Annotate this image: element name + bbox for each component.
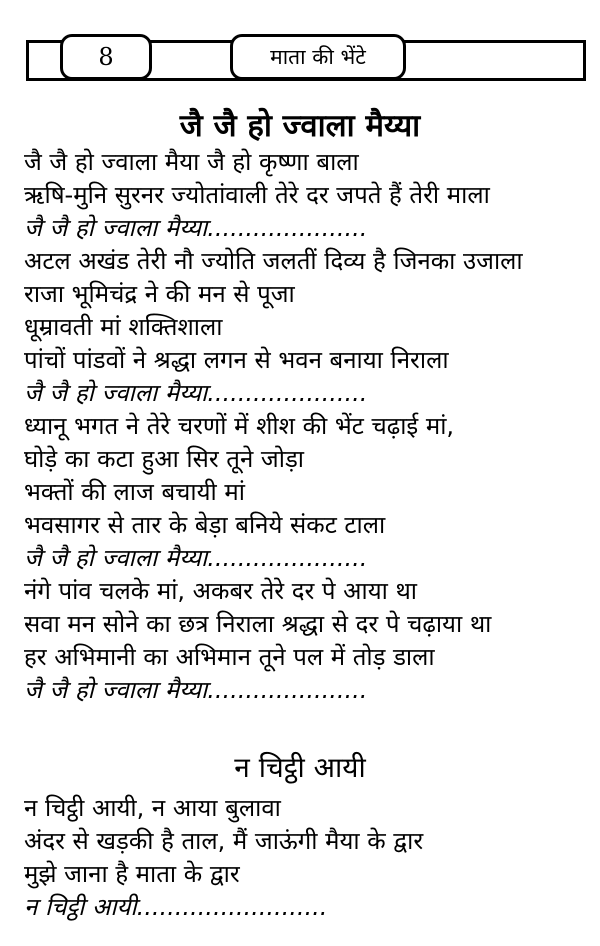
refrain-line: जै जै हो ज्वाला मैय्या..................... [24, 214, 368, 242]
lyric-line: भवसागर से तार के बेड़ा बनिये संकट टाला [24, 511, 386, 539]
lyric-line: पांचों पांडवों ने श्रद्धा लगन से भवन बनाया निराला [24, 346, 449, 374]
lyric-line: सवा मन सोने का छत्र निराला श्रद्धा से दर पे चढ़ाया था [24, 610, 492, 638]
page-number: 8 [60, 34, 152, 80]
page-header [26, 40, 586, 84]
lyric-line: अटल अखंड तेरी नौ ज्योति जलतीं दिव्य है जिनका उजाला [24, 247, 523, 275]
lyric-line: हर अभिमानी का अभिमान तूने पल में तोड़ डाला [24, 643, 435, 671]
lyric-line: राजा भूमिचंद्र ने की मन से पूजा [24, 280, 295, 308]
header-edge-left [26, 40, 29, 81]
lyric-line: जै जै हो ज्वाला मैया जै हो कृष्णा बाला [24, 148, 359, 176]
lyric-line: नंगे पांव चलके मां, अकबर तेरे दर पे आया था [24, 577, 418, 605]
song-1-lyrics [24, 146, 594, 707]
refrain-line: जै जै हो ज्वाला मैय्या..................... [24, 544, 368, 572]
lyric-line: न चिट्ठी आयी, न आया बुलावा [24, 794, 281, 822]
refrain-line: न चिट्ठी आयी......................... [24, 893, 328, 921]
lyric-line: ऋषि-मुनि सुरनर ज्योतांवाली तेरे दर जपते हैं तेरी माला [24, 181, 490, 209]
lyric-line: भक्तों की लाज बचायी मां [24, 478, 245, 506]
lyric-line: मुझे जाना है माता के द्वार [24, 860, 240, 888]
refrain-line: जै जै हो ज्वाला मैय्या..................... [24, 676, 368, 704]
lyric-line: घोड़े का कटा हुआ सिर तूने जोड़ा [24, 445, 305, 473]
song-title-2: न चिट्ठी आयी [234, 751, 366, 784]
lyric-line: अंदर से खड़की है ताल, मैं जाऊंगी मैया के द्वार [24, 827, 424, 855]
header-edge-right [583, 40, 586, 81]
book-title: माता की भेंटे [230, 34, 406, 80]
song-2-lyrics [24, 792, 594, 924]
refrain-line: जै जै हो ज्वाला मैय्या..................... [24, 379, 368, 407]
song-title-1: जै जै हो ज्वाला मैय्या [179, 108, 421, 144]
lyric-line: ध्यानू भगत ने तेरे चरणों में शीश की भेंट चढ़ाई मां, [24, 412, 455, 440]
lyric-line: धूम्रावती मां शक्तिशाला [24, 313, 223, 341]
